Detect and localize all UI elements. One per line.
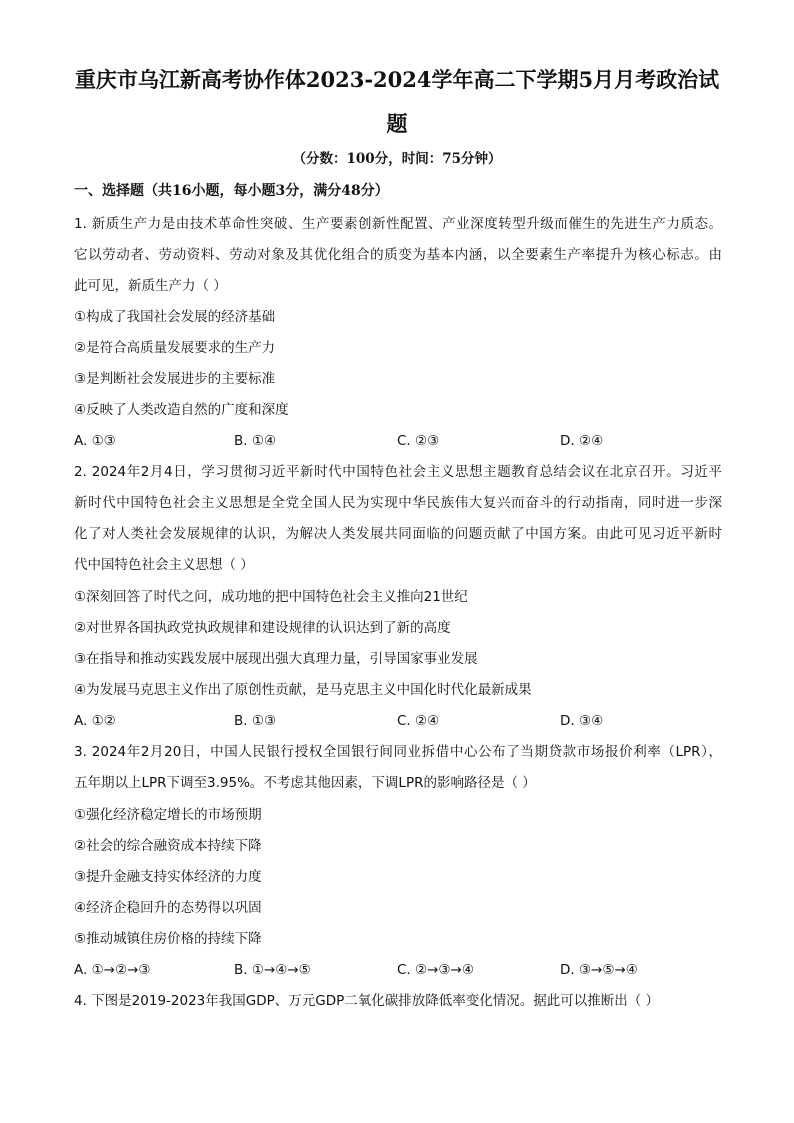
q2-item: ④为发展马克思主义作出了原创性贡献，是马克思主义中国化时代化最新成果 [74,682,532,698]
q2-option-c[interactable]: C. ②④ [397,713,440,729]
q4-stem-line: 4. 下图是2019-2023年我国GDP、万元GDP二氧化碳排放降低率变化情况。据此可以推断出（ ） [74,993,660,1009]
q3-option-b[interactable]: B. ①→④→⑤ [234,962,311,978]
q3-option-c[interactable]: C. ②→③→④ [397,962,474,978]
q1-option-b[interactable]: B. ①④ [234,433,277,449]
exam-title-line-2: 题 [386,111,408,136]
q1-option-d[interactable]: D. ②④ [560,433,604,449]
q2-options [74,711,722,731]
q3-stem-line: 五年期以上LPR下调至3.95%。不考虑其他因素，下调LPR的影响路径是（ ） [74,775,536,791]
exam-score-time: （分数：100分，时间：75分钟） [292,151,502,167]
q1-stem-line: 此可见，新质生产力（ ） [74,278,227,294]
q1-stem-line: 它以劳动者、劳动资料、劳动对象及其优化组合的质变为基本内涵，以全要素生产率提升为核心标志。由 [74,247,722,263]
q1-stem-line: 1. 新质生产力是由技术革命性突破、生产要素创新性配置、产业深度转型升级而催生的先进生产力质态。 [74,216,722,232]
q1-option-a[interactable]: A. ①③ [74,433,116,449]
q2-option-b[interactable]: B. ①③ [234,713,277,729]
q1-item: ②是符合高质量发展要求的生产力 [74,340,276,356]
q3-item: ⑤推动城镇住房价格的持续下降 [74,931,262,947]
q1-option-c[interactable]: C. ②③ [397,433,440,449]
section-heading: 一、选择题（共16小题，每小题3分，满分48分） [74,183,389,199]
q2-stem-line: 化了对人类社会发展规律的认识，为解决人类发展共同面临的问题贡献了中国方案。由此可见习近平新时 [74,526,722,542]
q2-stem-line: 代中国特色社会主义思想（ ） [74,557,254,573]
q2-option-a[interactable]: A. ①② [74,713,116,729]
q2-stem-line: 2. 2024年2月4日，学习贯彻习近平新时代中国特色社会主义思想主题教育总结会议在北京召开。习近平 [74,464,722,480]
q1-item: ①构成了我国社会发展的经济基础 [74,309,276,325]
q2-option-d[interactable]: D. ③④ [560,713,604,729]
q2-item: ②对世界各国执政党执政规律和建设规律的认识达到了新的高度 [74,620,451,636]
q3-stem-line: 3. 2024年2月20日，中国人民银行授权全国银行间同业拆借中心公布了当期贷款市场报价利率（LPR）， [74,744,722,760]
q3-item: ④经济企稳回升的态势得以巩固 [74,900,262,916]
q3-item: ②社会的综合融资成本持续下降 [74,838,262,854]
q3-item: ①强化经济稳定增长的市场预期 [74,807,262,823]
q3-options [74,960,722,980]
q2-stem-line: 新时代中国特色社会主义思想是全党全国人民为实现中华民族伟大复兴而奋斗的行动指南，同时进一步深 [74,495,722,511]
q2-item: ③在指导和推动实践发展中展现出强大真理力量，引导国家事业发展 [74,651,478,667]
q1-options [74,431,722,451]
q2-item: ①深刻回答了时代之问，成功地的把中国特色社会主义推向21世纪 [74,589,468,605]
q3-option-a[interactable]: A. ①→②→③ [74,962,151,978]
q3-option-d[interactable]: D. ③→⑤→④ [560,962,638,978]
exam-title-line-1: 重庆市乌江新高考协作体2023-2024学年高二下学期5月月考政治试 [74,67,720,92]
q1-item: ③是判断社会发展进步的主要标准 [74,371,276,387]
q1-item: ④反映了人类改造自然的广度和深度 [74,402,289,418]
q3-item: ③提升金融支持实体经济的力度 [74,869,262,885]
